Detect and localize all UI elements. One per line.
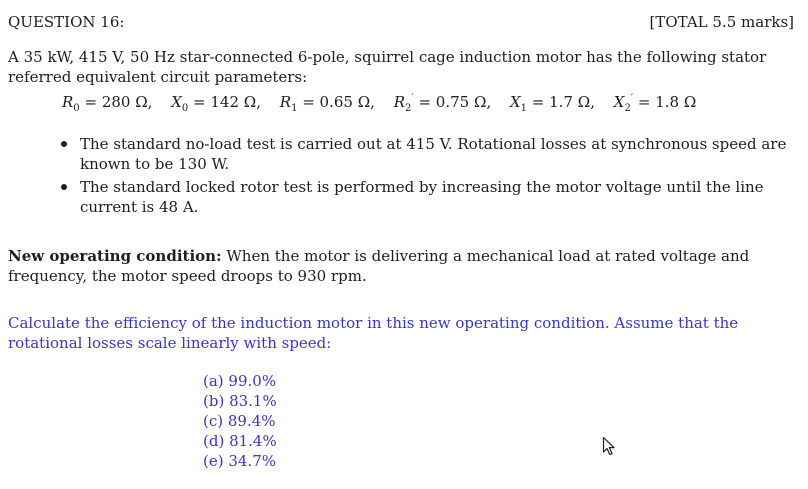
- option-d[interactable]: (d) 81.4%: [203, 432, 277, 450]
- param-x2-prime: $X_2' = 1.8$ Ω: [613, 93, 697, 114]
- question-intro: A 35 kW, 415 V, 50 Hz star-connected 6-pole, squirrel cage induction motor has the following stator referred equivalent circuit parameters:: [8, 48, 767, 86]
- condition-text: When the motor is delivering a mechanical load at rated voltage and frequency, the motor speed droops to 930 rpm.: [8, 247, 750, 285]
- param-r0: $R_0 = 280$ Ω,: [62, 93, 153, 114]
- total-marks: [TOTAL 5.5 marks]: [649, 13, 794, 31]
- option-e[interactable]: (e) 34.7%: [203, 452, 277, 470]
- bullet-icon: [61, 184, 67, 190]
- option-c[interactable]: (c) 89.4%: [203, 412, 276, 430]
- circuit-parameters: [62, 93, 696, 114]
- option-b[interactable]: (b) 83.1%: [203, 392, 277, 410]
- condition-label: New operating condition:: [8, 247, 222, 265]
- bullet-icon: [61, 141, 67, 147]
- question-prompt: Calculate the efficiency of the induction motor in this new operating condition. Assume that the rotational losses scale linearly with speed:: [8, 314, 739, 352]
- question-number: QUESTION 16:: [8, 13, 125, 31]
- answer-options: [203, 371, 277, 471]
- operating-condition: [8, 246, 794, 286]
- list-item: The standard locked rotor test is performed by increasing the motor voltage until the line current is 48 A.: [58, 177, 792, 217]
- test-conditions-list: [58, 134, 792, 220]
- question-header: [8, 13, 794, 33]
- param-x0: $X_0 = 142$ Ω,: [171, 93, 261, 114]
- list-item: The standard no-load test is carried out at 415 V. Rotational losses at synchronous speed are known to be 130 W.: [58, 134, 792, 174]
- param-r1: $R_1 = 0.65$ Ω,: [279, 93, 375, 114]
- param-r2-prime: $R_2' = 0.75$ Ω,: [393, 93, 492, 114]
- param-x1: $X_1 = 1.7$ Ω,: [509, 93, 595, 114]
- mouse-pointer-icon: [602, 436, 616, 456]
- option-a[interactable]: (a) 99.0%: [203, 372, 277, 390]
